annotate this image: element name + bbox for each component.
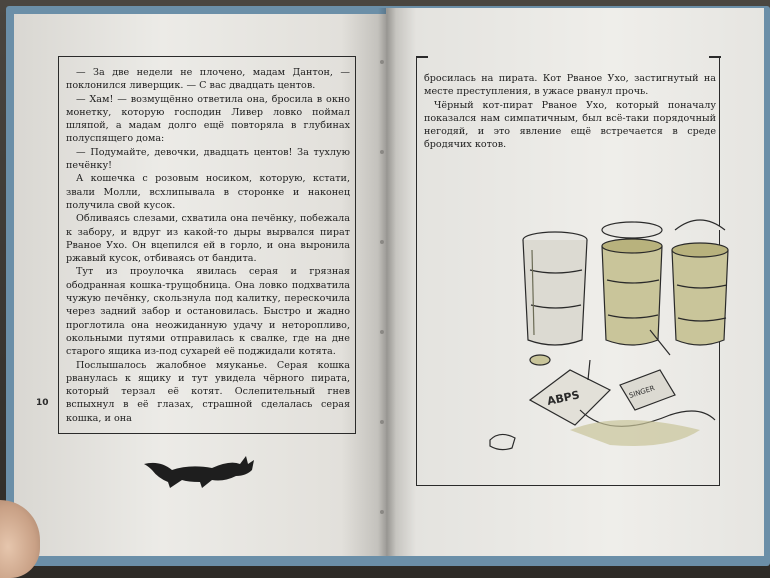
stitch-mark (380, 330, 384, 334)
paragraph: — Подумайте, девочки, двадцать центов! За тухлую печёнку! (66, 146, 350, 172)
stitch-mark (380, 150, 384, 154)
stitch-mark (380, 420, 384, 424)
paragraph: А кошечка с розовым носиком, которую, кстати, звали Молли, всхлипывала в сторонке и наконец получила свой кусок. (66, 173, 350, 211)
cat-silhouette (142, 452, 262, 492)
trash-cans-illustration (470, 210, 730, 460)
stitch-mark (380, 240, 384, 244)
stitch-mark (380, 60, 384, 64)
paragraph: Тут из проулочка явилась серая и грязная ободранная кошка-трущобница. Она ловко подхватила чужую печёнку, скользнула под калитку, перескочила через задний забор и остановилась. Быстро и жадно проглотила она неожиданную удачу и неторопливо, окольными путями отправилась к свалке, где на дне старого ящика из-под сухарей её поджидали котята. (66, 266, 350, 358)
paragraph: Послышалось жалобное мяуканье. Серая кошка рванулась к ящику и тут увидела чёрного пирата, который терзал её котят. Ослепительный гнев вспыхнул в её глазах, страшной сделалась серая кошка, и она (66, 359, 350, 424)
right-page-text (424, 72, 716, 152)
stitch-mark (380, 510, 384, 514)
box-label: ABPS (545, 388, 581, 408)
can-label: SINGER (628, 384, 656, 400)
paragraph: — За две недели не плочено, мадам Дантон, — поклонился ливерщик. — С вас двадцать центов. (66, 67, 350, 92)
book-spine (378, 8, 396, 556)
paragraph: бросилась на пирата. Кот Рваное Ухо, застигнутый на месте преступления, в ужасе рванул прочь. (424, 73, 716, 98)
left-page-text (66, 66, 350, 425)
paragraph: Обливаясь слезами, схватила она печёнку, побежала к забору, и вдруг из какой-то дыры вырвался пират Рваное Ухо. Он вцепился ей в горло, и она выронила ржавый кусок, отбиваясь от бандита. (66, 213, 350, 265)
paragraph: Чёрный кот-пират Рваное Ухо, который поначалу показался нам симпатичным, был всё-таки порядочный негодяй, и это явление ещё встречается в среде бродячих котов. (424, 99, 716, 151)
paragraph: — Хам! — возмущённо ответила она, бросила в окно монетку, которую господин Ливер ловко поймал шляпой, а мадам долго ещё повторяла в глубинах полуспящего дома: (66, 93, 350, 145)
page-number: 10 (36, 398, 49, 408)
